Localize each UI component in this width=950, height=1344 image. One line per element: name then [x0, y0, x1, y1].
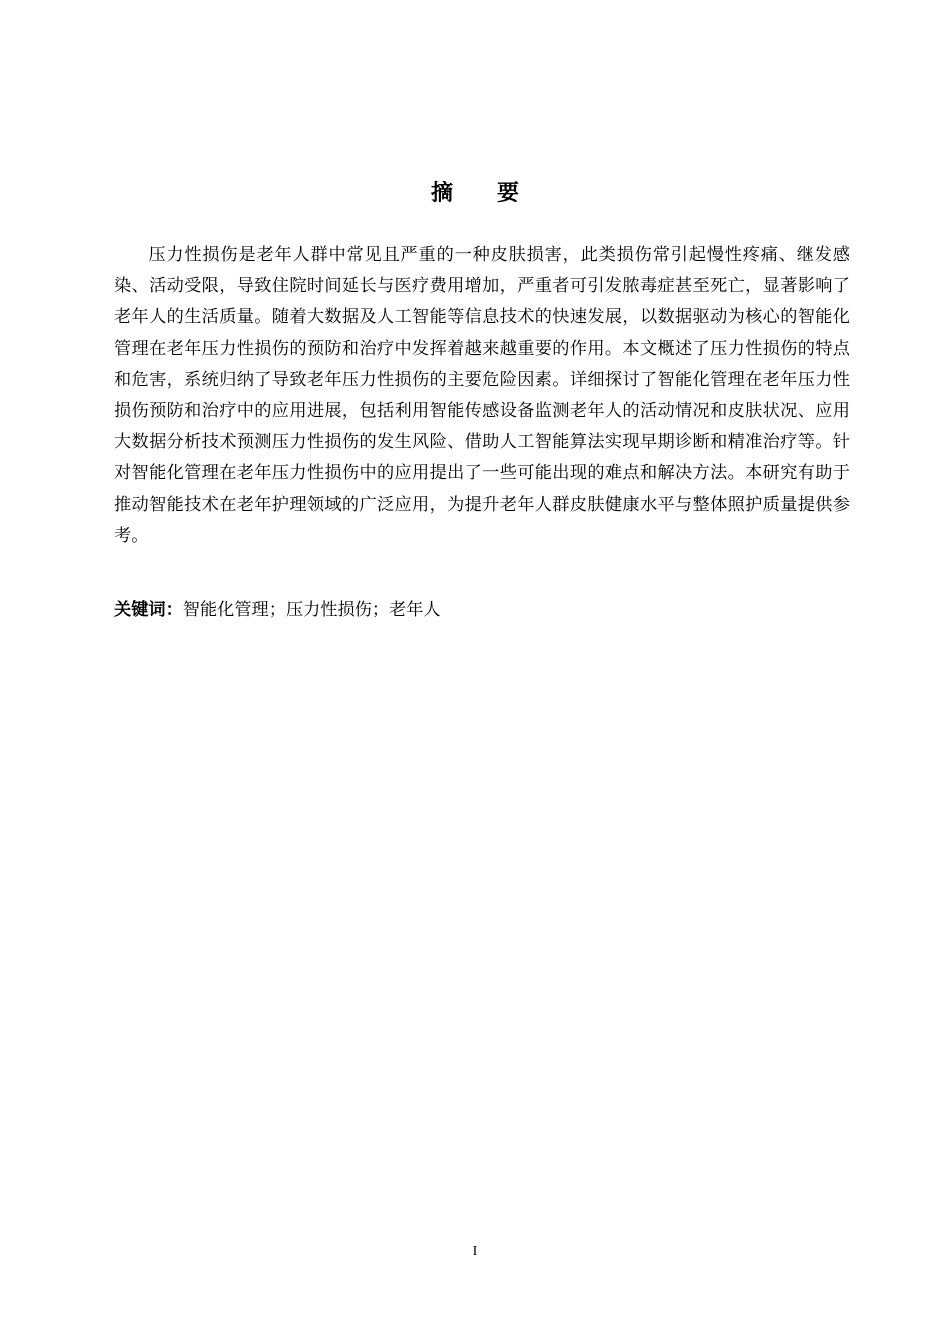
- keywords-value: 智能化管理；压力性损伤；老年人: [182, 600, 441, 620]
- abstract-title: [0, 176, 950, 212]
- page-number: I: [472, 1244, 478, 1259]
- keywords-line: [114, 595, 850, 626]
- abstract-paragraph: 压力性损伤是老年人群中常见且严重的一种皮肤损害，此类损伤常引起慢性疼痛、继发感染、活动受限，导致住院时间延长与医疗费用增加，严重者可引发脓毒症甚至死亡，显著影响了老年人的生活质量。随着大数据及人工智能等信息技术的快速发展，以数据驱动为核心的智能化管理在老年压力性损伤的预防和治疗中发挥着越来越重要的作用。本文概述了压力性损伤的特点和危害，系统归纳了导致老年压力性损伤的主要危险因素。详细探讨了智能化管理在老年压力性损伤预防和治疗中的应用进展，包括利用智能传感设备监测老年人的活动情况和皮肤状况、应用大数据分析技术预测压力性损伤的发生风险、借助人工智能算法实现早期诊断和精准治疗等。针对智能化管理在老年压力性损伤中的应用提出了一些可能出现的难点和解决方法。本研究有助于推动智能技术在老年护理领域的广泛应用，为提升老年人群皮肤健康水平与整体照护质量提供参考。: [114, 245, 850, 546]
- keywords-label: 关键词：: [114, 600, 183, 620]
- abstract-title-char-2: 要: [497, 181, 520, 206]
- abstract-title-char-1: 摘: [430, 181, 453, 206]
